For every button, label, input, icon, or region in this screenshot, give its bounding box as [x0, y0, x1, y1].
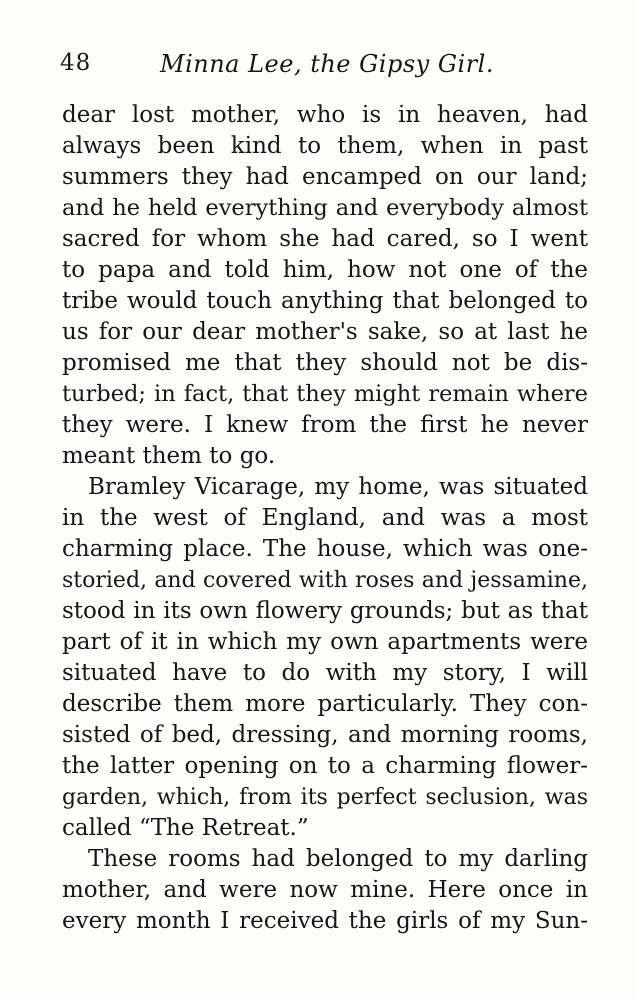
text-line: situated have to do with my story, I will [62, 660, 588, 686]
text-line: summers they had encamped on our land; [62, 164, 588, 190]
text-line: stood in its own flowery grounds; but as that [62, 598, 588, 624]
text-line: storied, and covered with roses and jessamine, [62, 568, 588, 593]
book-title: Minna Lee, the Gipsy Girl. [160, 50, 494, 78]
text-line: mother, and were now mine. Here once in [62, 877, 588, 903]
text-line: charming place. The house, which was one- [62, 536, 588, 562]
text-line: describe them more particularly. They con- [62, 691, 588, 717]
text-line: turbed; in fact, that they might remain where [62, 381, 588, 407]
text-line: promised me that they should not be dis- [62, 350, 588, 376]
text-line: sacred for whom she had cared, so I went [62, 226, 588, 252]
body-text [62, 100, 588, 937]
text-line: every month I received the girls of my Sun- [62, 908, 588, 934]
text-line: they were. I knew from the first he never [62, 412, 588, 438]
text-line: always been kind to them, when in past [62, 133, 588, 159]
text-line: tribe would touch anything that belonged to [62, 288, 588, 314]
text-line: us for our dear mother's sake, so at last he [62, 319, 588, 345]
text-line: sisted of bed, dressing, and morning rooms, [62, 722, 588, 748]
text-line: Bramley Vicarage, my home, was situated [88, 474, 588, 500]
text-line: called “The Retreat.” [62, 815, 309, 841]
text-line: and he held everything and everybody almost [62, 195, 588, 221]
text-line: the latter opening on to a charming flower- [62, 753, 588, 779]
text-line: dear lost mother, who is in heaven, had [62, 102, 588, 128]
text-line: in the west of England, and was a most [62, 505, 588, 531]
text-line: garden, which, from its perfect seclusion, was [62, 785, 588, 810]
text-line: meant them to go. [62, 443, 276, 469]
running-head [60, 50, 588, 84]
text-line: part of it in which my own apartments were [62, 629, 588, 655]
text-line: to papa and told him, how not one of the [62, 257, 588, 283]
text-line: These rooms had belonged to my darling [88, 846, 588, 872]
page-number: 48 [60, 50, 92, 76]
